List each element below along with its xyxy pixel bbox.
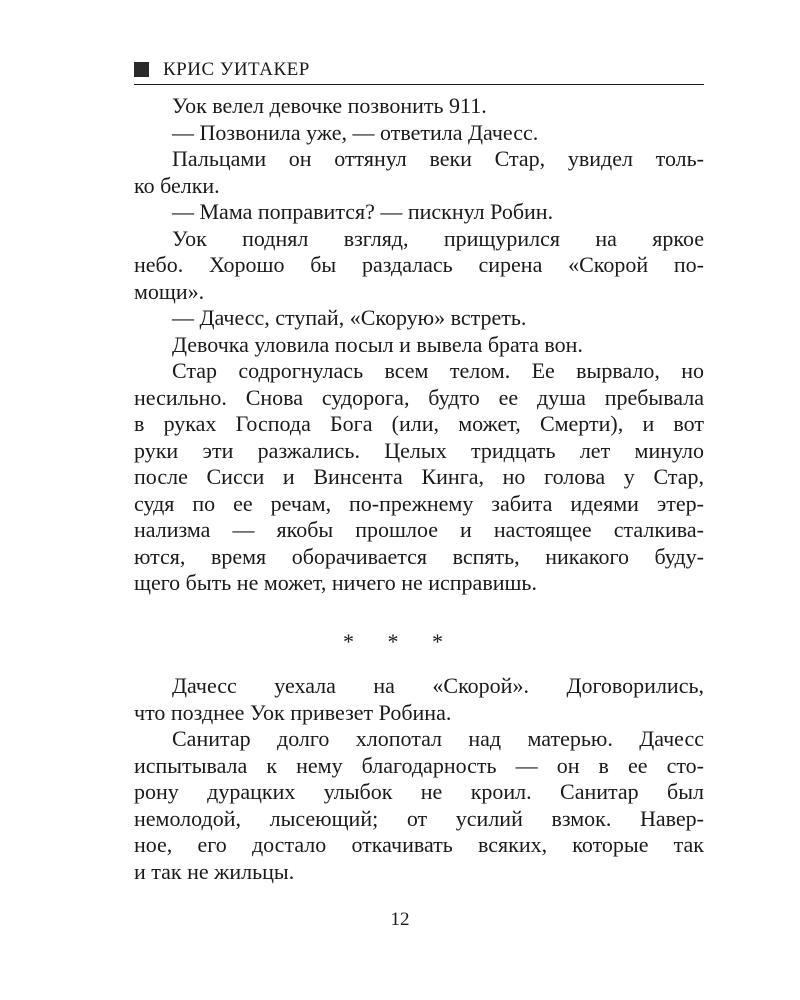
text-line: — Мама поправится? — пискнул Робин. [172, 199, 554, 224]
text-line: Дачесс уехала на «Скорой». Договорились, [172, 673, 704, 698]
text-line: Уок велел девочке позвонить 911. [172, 93, 487, 118]
text-line: Санитар долго хлопотал над матерью. Дачесс [172, 726, 704, 751]
text-line: судя по ее речам, по-прежнему забита идеями этер- [134, 490, 704, 516]
text-line: и так не жильцы. [134, 858, 295, 884]
author-name: КРИС УИТАКЕР [163, 59, 310, 80]
text-line: после Сисси и Винсента Кинга, но голова у Стар, [134, 464, 704, 489]
text-line: мощи». [134, 278, 205, 304]
text-line: Уок поднял взгляд, прищурился на яркое [172, 225, 704, 251]
text-line: ко белки. [134, 172, 220, 198]
text-line: ются, время оборачивается вспять, никакого буду- [134, 543, 704, 569]
text-block-lower [134, 673, 704, 885]
text-line: нализма — якобы прошлое и настоящее сталкива- [134, 517, 704, 542]
text-line: рону дурацких улыбок не кроил. Санитар был [134, 779, 704, 804]
running-header [134, 60, 704, 85]
text-line: небо. Хорошо бы раздалась сирена «Скорой по- [134, 252, 704, 277]
text-block-upper [134, 93, 704, 597]
text-line: Девочка уловила посыл и вывела брата вон. [172, 331, 583, 357]
text-line: несильно. Снова судорога, будто ее душа пребывала [134, 384, 704, 410]
text-line: Пальцами он оттянул веки Стар, увидел толь- [172, 146, 704, 171]
text-line: испытывала к нему благодарность — он в ее сто- [134, 752, 704, 778]
text-line: в руках Господа Бога (или, может, Смерти), и вот [134, 411, 704, 436]
text-line: ное, его достало откачивать всяких, которые так [134, 832, 704, 857]
page-number: 12 [390, 909, 410, 930]
text-line: — Дачесс, ступай, «Скорую» встреть. [172, 305, 527, 330]
header-square-icon [134, 62, 149, 77]
text-line: Стар содрогнулась всем телом. Ее вырвало, но [172, 358, 704, 383]
text-line: что позднее Уок привезет Робина. [134, 699, 452, 725]
text-line: — Позвонила уже, — ответила Дачесс. [172, 119, 539, 145]
section-separator: * * * [343, 629, 457, 654]
text-line: немолодой, лысеющий; от усилий взмок. Навер- [134, 805, 704, 831]
text-line: руки эти разжались. Целых тридцать лет минуло [134, 437, 704, 463]
text-line: щего быть не может, ничего не исправишь. [134, 570, 537, 595]
